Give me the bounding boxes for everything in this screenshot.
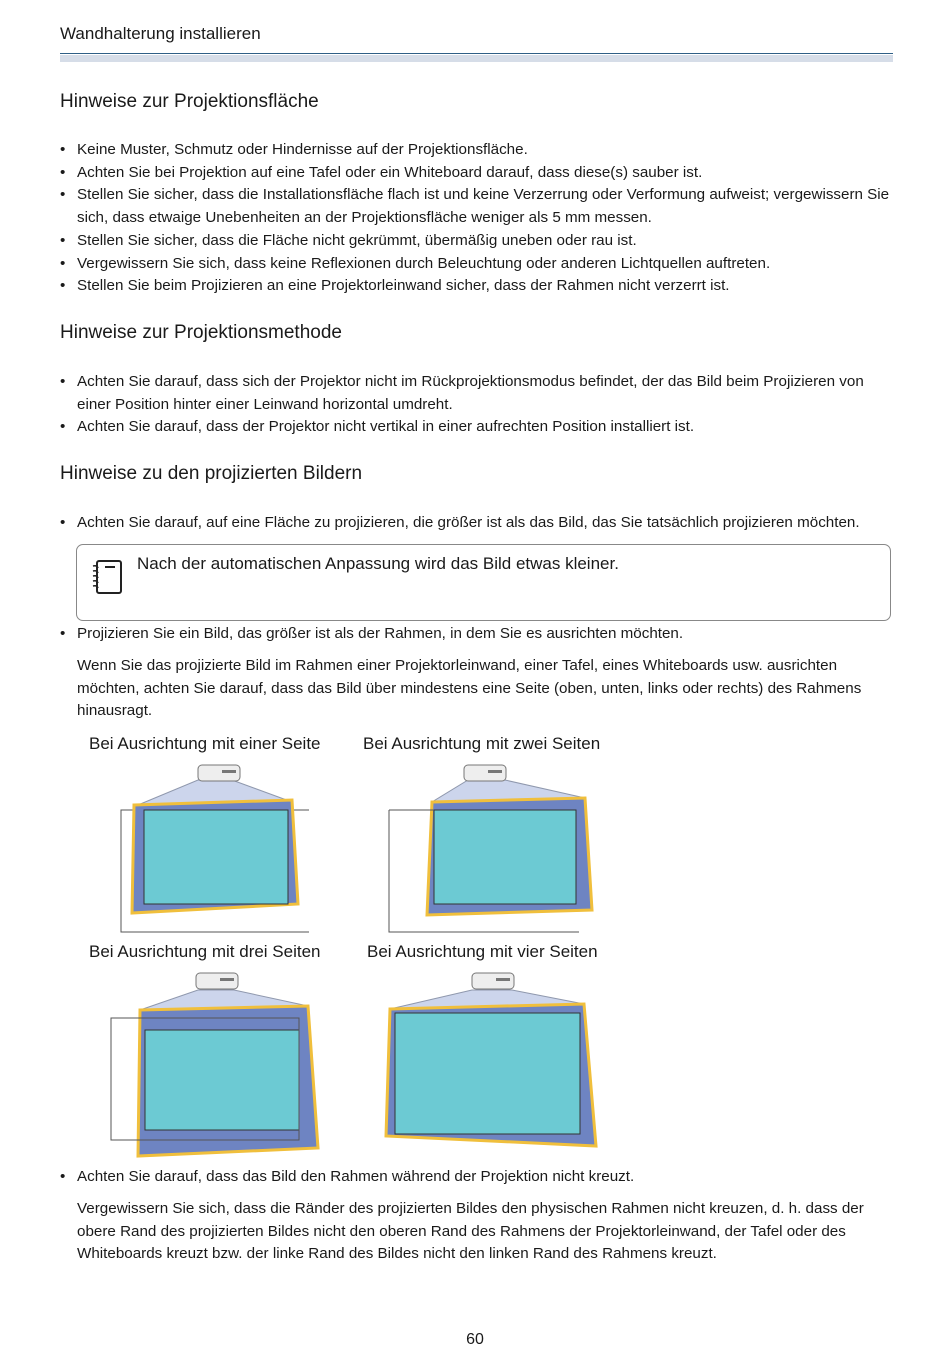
list-item: • Stellen Sie beim Projizieren an eine Projektorleinwand sicher, dass der Rahmen nicht verzerrt ist. [60, 275, 895, 298]
header-band [60, 55, 893, 62]
bullet-list-method [60, 371, 895, 439]
note-box [76, 544, 891, 621]
list-item: • Keine Muster, Schmutz oder Hindernisse auf der Projektionsfläche. [60, 139, 895, 162]
figure-label-four-sides: Bei Ausrichtung mit vier Seiten [367, 942, 598, 961]
bullet-list-surface [60, 139, 895, 298]
notepad-icon [89, 557, 123, 597]
list-item: • Stellen Sie sicher, dass die Fläche nicht gekrümmt, übermäßig uneben oder rau ist. [60, 230, 895, 253]
projector-icon [472, 973, 514, 989]
projector-icon [198, 765, 240, 781]
figure-label-three-sides: Bei Ausrichtung mit drei Seiten [89, 942, 321, 961]
bullet-list-images-2 [60, 623, 895, 646]
page-header-title: Wandhalterung installieren [60, 24, 261, 43]
list-item: • Achten Sie darauf, dass der Projektor nicht vertikal in einer aufrechten Position installiert ist. [60, 416, 895, 439]
page-number: 60 [466, 1331, 484, 1348]
figure-label-one-side: Bei Ausrichtung mit einer Seite [89, 734, 321, 753]
projector-icon [196, 973, 238, 989]
bullet-list-images-3 [60, 1166, 895, 1189]
header-rule [60, 53, 893, 54]
section-title-images: Hinweise zu den projizierten Bildern [60, 463, 363, 484]
figure-two-sides [380, 760, 600, 940]
projector-icon [464, 765, 506, 781]
paragraph-edges: Vergewissern Sie sich, dass die Ränder des projizierten Bildes den physischen Rahmen nicht kreuzen, d. h. dass der obere Rand des projizierten Bildes nicht den oberen Rand des Rahmens der Projektorleinwand, der Tafel oder des Whiteboards kreuzt bzw. der linke Rand des Bildes nicht den linken Rand des Rahmens kreuzt. [77, 1200, 864, 1263]
section-title-surface: Hinweise zur Projektionsfläche [60, 91, 319, 112]
list-item: • Achten Sie darauf, dass sich der Projektor nicht im Rückprojektionsmodus befindet, der das Bild beim Projizieren von einer Position hinter einer Leinwand horizontal umdreht. [60, 371, 895, 416]
figure-label-two-sides: Bei Ausrichtung mit zwei Seiten [363, 734, 601, 753]
section-title-method: Hinweise zur Projektionsmethode [60, 322, 342, 343]
bullet-list-images-1 [60, 512, 895, 535]
list-item: • Achten Sie darauf, auf eine Fläche zu projizieren, die größer ist als das Bild, das Sie tatsächlich projizieren möchten. [60, 512, 895, 535]
list-item: • Projizieren Sie ein Bild, das größer ist als der Rahmen, in dem Sie es ausrichten möchten. [60, 623, 895, 646]
figure-one-side [110, 760, 320, 940]
list-item: • Achten Sie darauf, dass das Bild den Rahmen während der Projektion nicht kreuzt. [60, 1166, 895, 1189]
paragraph-alignment: Wenn Sie das projizierte Bild im Rahmen einer Projektorleinwand, einer Tafel, eines Whiteboards usw. ausrichten möchten, achten Sie darauf, dass das Bild über mindestens eine Seite (oben, unten, links oder rechts) des Rahmens hinausragt. [77, 657, 862, 720]
figure-three-sides [100, 968, 330, 1158]
list-item: • Vergewissern Sie sich, dass keine Reflexionen durch Beleuchtung oder anderen Lichtquellen auftreten. [60, 253, 895, 276]
note-text: Nach der automatischen Anpassung wird das Bild etwas kleiner. [137, 554, 619, 573]
list-item: • Achten Sie bei Projektion auf eine Tafel oder ein Whiteboard darauf, dass diese(s) sauber ist. [60, 162, 895, 185]
list-item: • Stellen Sie sicher, dass die Installationsfläche flach ist und keine Verzerrung oder Verformung aufweist; vergewissern Sie sich, dass etwaige Unebenheiten an der Projektionsfläche weniger als 5 mm messen. [60, 184, 895, 229]
figure-four-sides [376, 968, 606, 1158]
